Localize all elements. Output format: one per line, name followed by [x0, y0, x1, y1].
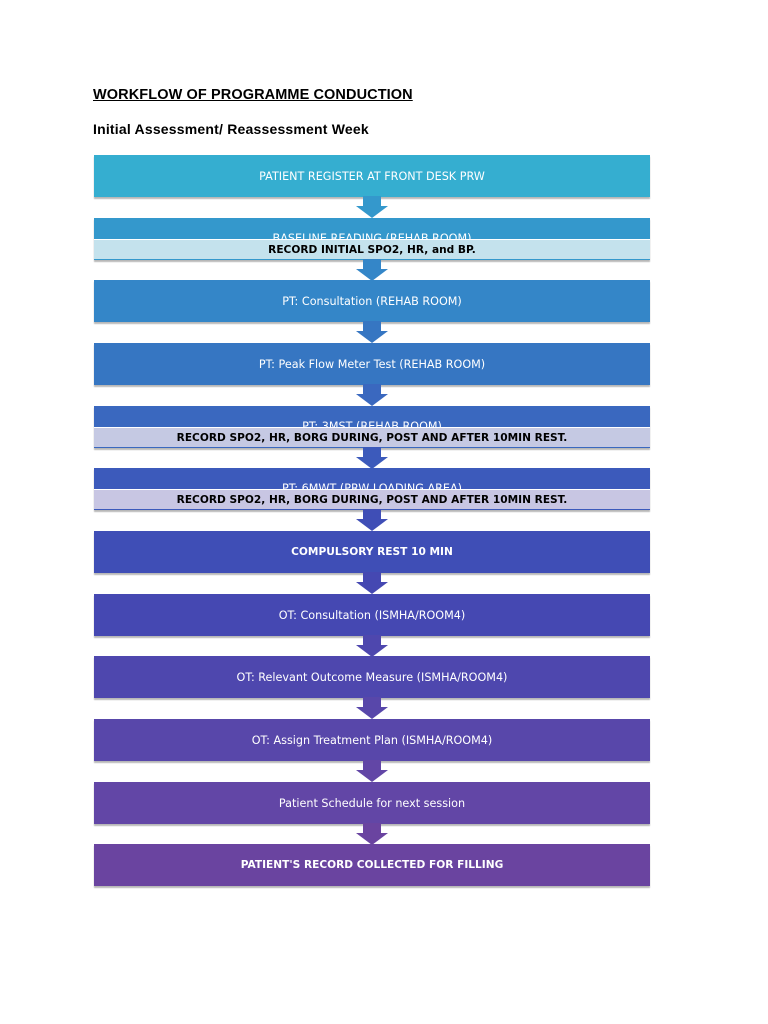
flow-step-pt-consultation: PT: Consultation (REHAB ROOM) — [94, 280, 650, 322]
flow-note-initial-vitals: RECORD INITIAL SPO2, HR, and BP. — [94, 239, 650, 259]
flow-step-record-collected: PATIENT'S RECORD COLLECTED FOR FILLING — [94, 844, 650, 886]
flow-step-pt-peak-flow: PT: Peak Flow Meter Test (REHAB ROOM) — [94, 343, 650, 385]
flow-note-3mst-vitals: RECORD SPO2, HR, BORG DURING, POST AND AFTER 10MIN REST. — [94, 427, 650, 447]
flow-step-patient-schedule: Patient Schedule for next session — [94, 782, 650, 824]
flow-note-6mwt-vitals: RECORD SPO2, HR, BORG DURING, POST AND AFTER 10MIN REST. — [94, 489, 650, 509]
flow-step-ot-treatment-plan: OT: Assign Treatment Plan (ISMHA/ROOM4) — [94, 719, 650, 761]
flow-step-ot-consultation: OT: Consultation (ISMHA/ROOM4) — [94, 594, 650, 636]
flow-step-register: PATIENT REGISTER AT FRONT DESK PRW — [94, 155, 650, 197]
document-title: WORKFLOW OF PROGRAMME CONDUCTION — [93, 87, 413, 103]
flow-arrow-down-icon — [356, 447, 388, 469]
flow-step-ot-outcome-measure: OT: Relevant Outcome Measure (ISMHA/ROOM4) — [94, 656, 650, 698]
flow-step-compulsory-rest: COMPULSORY REST 10 MIN — [94, 531, 650, 573]
flow-arrow-down-icon — [356, 384, 388, 406]
flow-arrow-down-icon — [356, 823, 388, 845]
flow-arrow-down-icon — [356, 509, 388, 531]
flow-arrow-down-icon — [356, 697, 388, 719]
flow-arrow-down-icon — [356, 321, 388, 343]
flow-arrow-down-icon — [356, 196, 388, 218]
flow-arrow-down-icon — [356, 635, 388, 657]
flow-arrow-down-icon — [356, 760, 388, 782]
document-subtitle: Initial Assessment/ Reassessment Week — [93, 121, 369, 137]
flow-arrow-down-icon — [356, 259, 388, 281]
flow-arrow-down-icon — [356, 572, 388, 594]
